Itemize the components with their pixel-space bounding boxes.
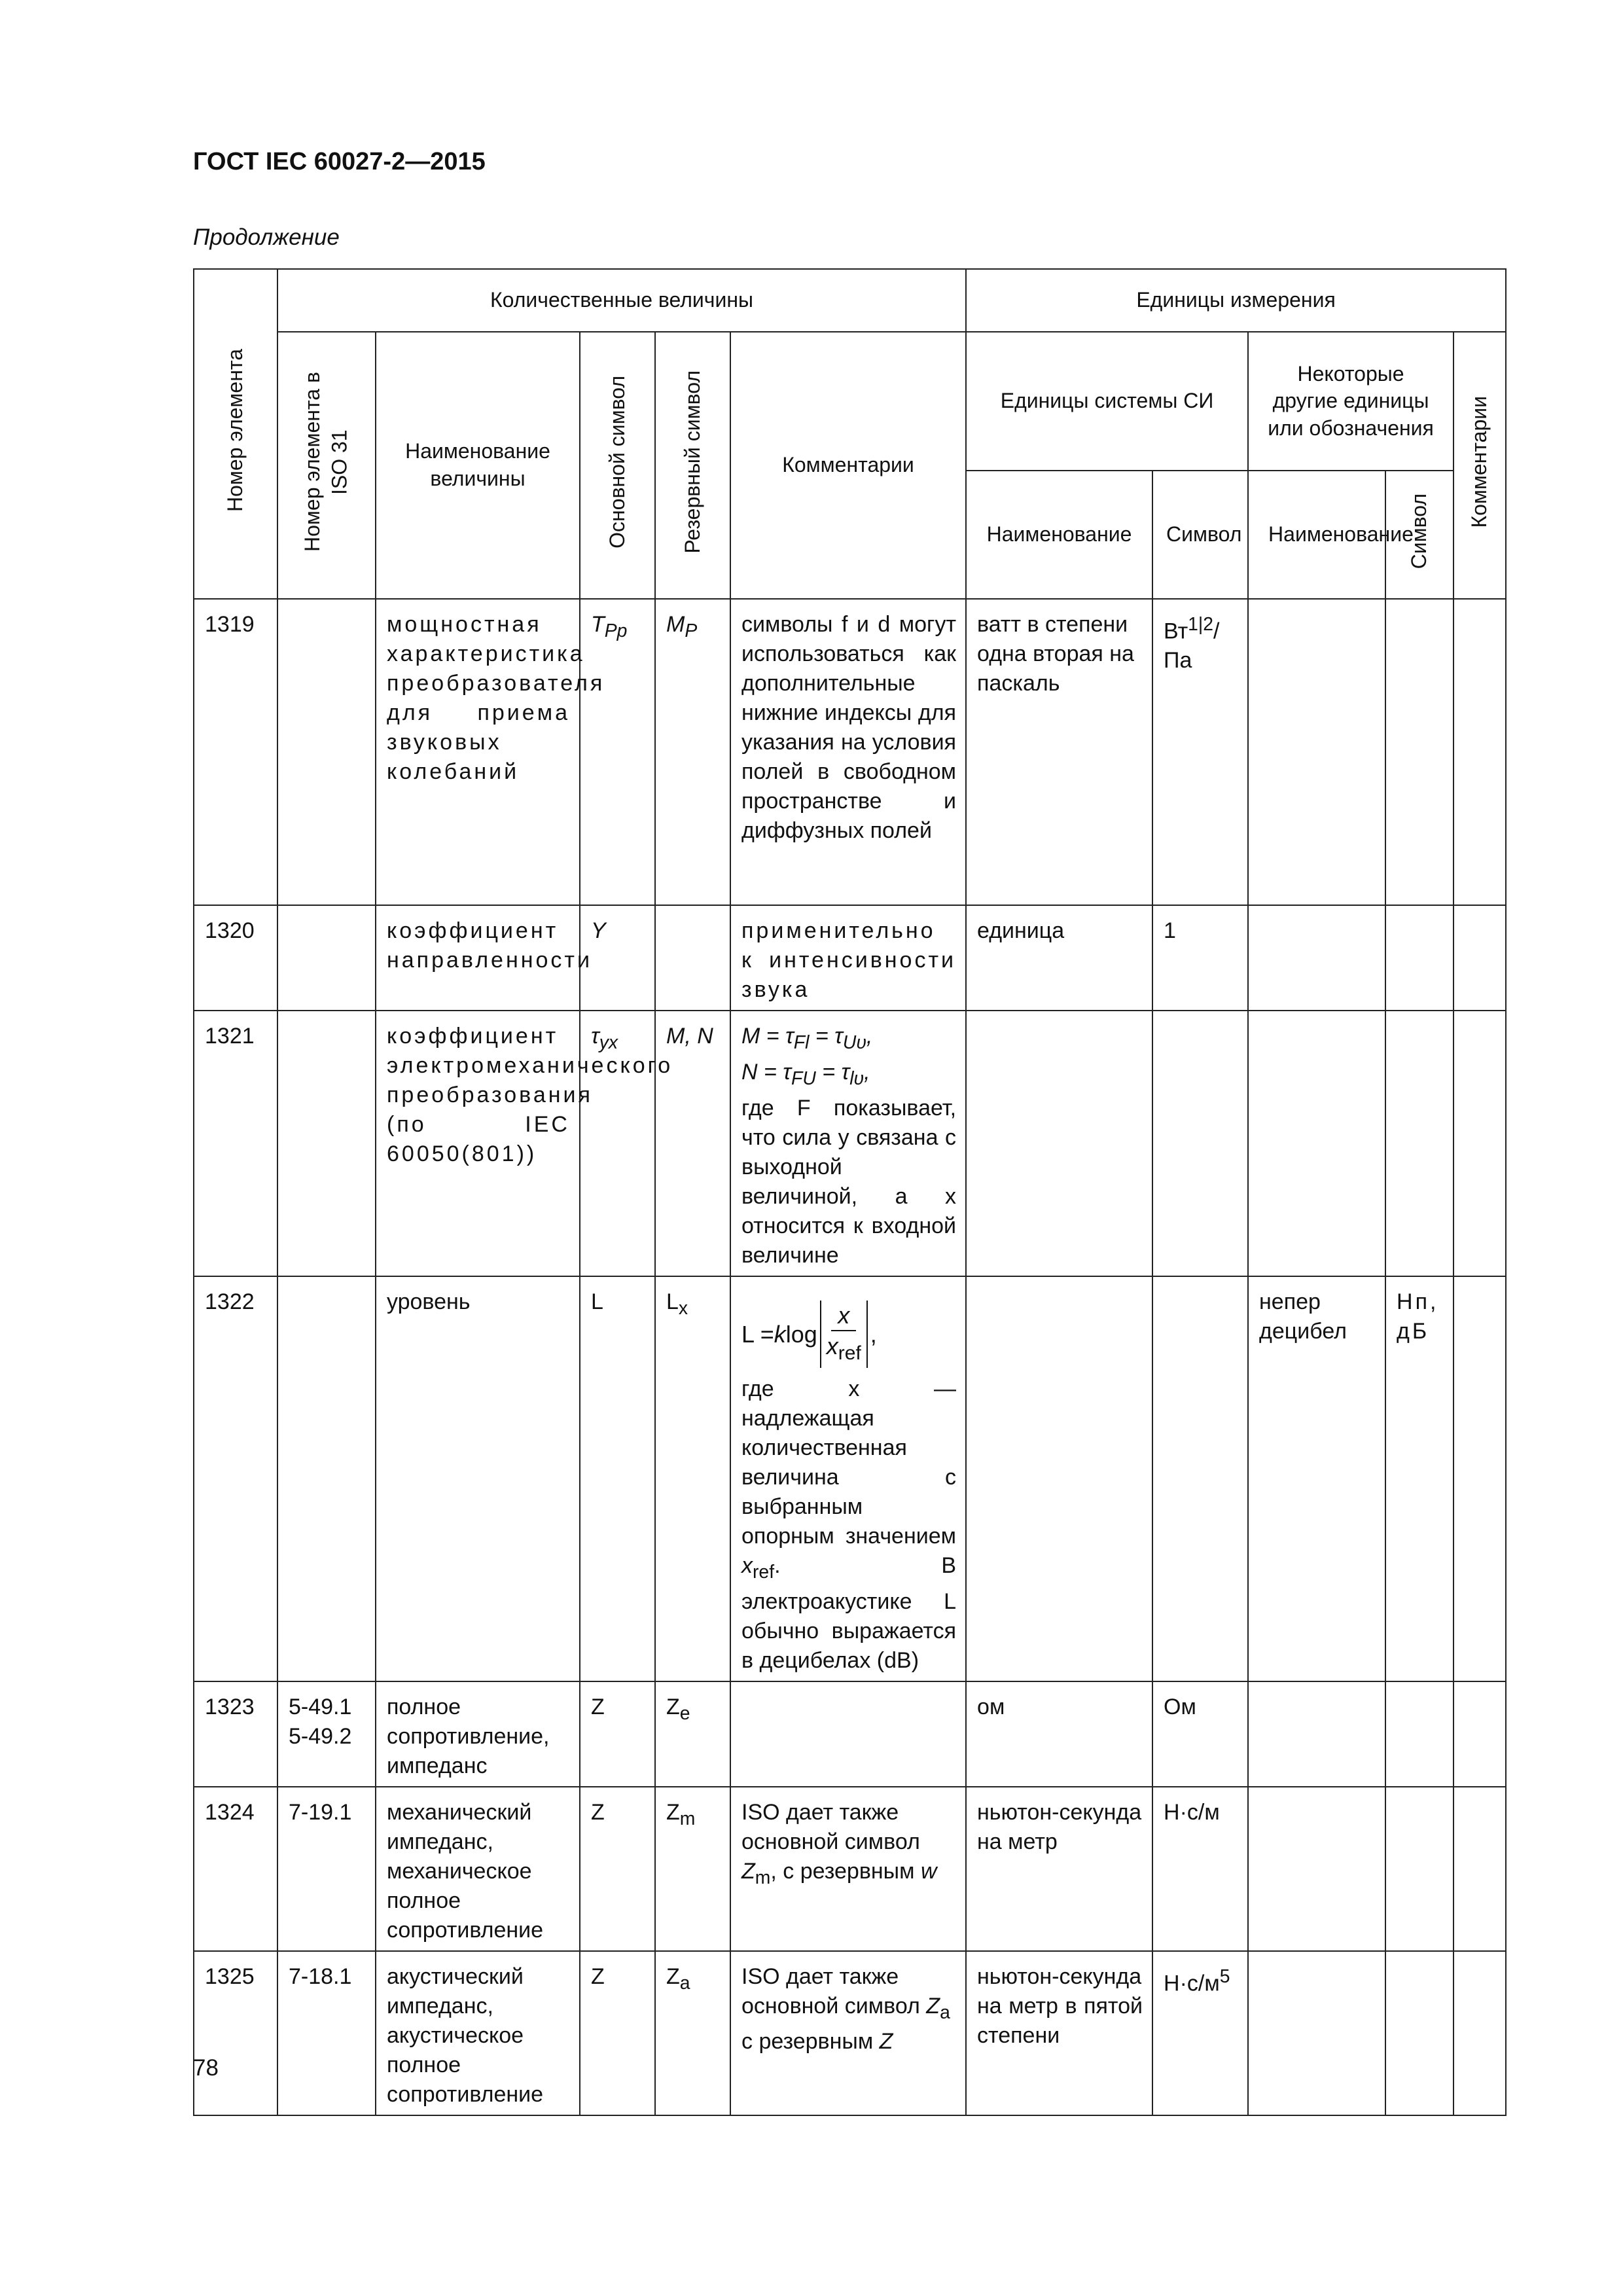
cell-iso: 5-49.1 5-49.2 [277, 1681, 376, 1787]
cell-note [1454, 1787, 1506, 1951]
cell-name: полное сопротивление, импеданс [376, 1681, 580, 1787]
cell-si-symbol: 1 [1152, 905, 1248, 1011]
cell-name: коэффициент направленности [376, 905, 580, 1011]
table-row [194, 1951, 1506, 2115]
cell-main-symbol: Y [580, 905, 655, 1011]
cell-comment: ISO дает также основной символ $Z_a$ с резервным Z [730, 1951, 966, 2115]
header-si-name: Наименование [966, 471, 1152, 599]
cell-other-name [1248, 1787, 1385, 1951]
cell-si-symbol: Н·с/м [1152, 1787, 1248, 1951]
cell-number: 1324 [194, 1787, 277, 1951]
cell-other-symbol: Нп, дБ [1385, 1276, 1454, 1681]
cell-main-symbol: Z [580, 1951, 655, 2115]
cell-si-name [966, 1276, 1152, 1681]
cell-main-symbol: Z [580, 1681, 655, 1787]
header-other-units: Некоторые другие единицы или обозначения [1248, 332, 1454, 471]
cell-note [1454, 1011, 1506, 1276]
cell-si-symbol [1152, 1276, 1248, 1681]
cell-note [1454, 1681, 1506, 1787]
quantities-table [193, 268, 1507, 2116]
cell-iso [277, 905, 376, 1011]
cell-iso [277, 1011, 376, 1276]
header-element-number: Номер элемента [194, 269, 277, 599]
cell-note [1454, 1276, 1506, 1681]
header-quantity-name: Наименование величины [376, 332, 580, 599]
cell-main-symbol: $T_{Pp}$ [580, 599, 655, 905]
cell-si-name: ватт в степени одна вторая на паскаль [966, 599, 1152, 905]
cell-si-name: ом [966, 1681, 1152, 1787]
table-row [194, 1011, 1506, 1276]
cell-name: коэффициент электромеханического преобразования (по IEC 60050(801)) [376, 1011, 580, 1276]
table-row [194, 599, 1506, 905]
cell-si-symbol: $Н\cdot с/м^5$ [1152, 1951, 1248, 2115]
cell-si-name: ньютон-секунда на метр [966, 1787, 1152, 1951]
cell-other-symbol [1385, 1787, 1454, 1951]
cell-si-symbol [1152, 1011, 1248, 1276]
cell-number: 1320 [194, 905, 277, 1011]
cell-other-symbol [1385, 1011, 1454, 1276]
header-reserve-symbol: Резервный символ [655, 332, 730, 599]
cell-reserve-symbol [655, 905, 730, 1011]
cell-reserve-symbol: $Z_m$ [655, 1787, 730, 1951]
cell-other-name [1248, 1011, 1385, 1276]
header-unit-comments: Комментарии [1454, 332, 1506, 599]
cell-comment: ISO дает также основной символ $Z_m$, с резервным w [730, 1787, 966, 1951]
header-comments: Комментарии [730, 332, 966, 599]
header-units-group: Единицы измерения [966, 269, 1506, 332]
cell-iso: 7-19.1 [277, 1787, 376, 1951]
cell-si-name: единица [966, 905, 1152, 1011]
cell-note [1454, 1951, 1506, 2115]
document-title: ГОСТ IEC 60027-2—2015 [193, 148, 486, 175]
cell-main-symbol: L [580, 1276, 655, 1681]
cell-name: механический импеданс, механическое полное сопротивление [376, 1787, 580, 1951]
cell-number: 1325 [194, 1951, 277, 2115]
cell-reserve-symbol: $Z_e$ [655, 1681, 730, 1787]
cell-reserve-symbol: $M_P$ [655, 599, 730, 905]
header-quantities-group: Количественные величины [277, 269, 966, 332]
page-number: 78 [193, 2055, 219, 2081]
cell-note [1454, 905, 1506, 1011]
cell-si-name [966, 1011, 1152, 1276]
cell-iso: 7-18.1 [277, 1951, 376, 2115]
table-row [194, 905, 1506, 1011]
table-row [194, 1681, 1506, 1787]
cell-other-symbol [1385, 1681, 1454, 1787]
cell-reserve-symbol: M, N [655, 1011, 730, 1276]
cell-si-name: ньютон-секунда на метр в пятой степени [966, 1951, 1152, 2115]
cell-iso [277, 599, 376, 905]
cell-other-name [1248, 1951, 1385, 2115]
cell-number: 1321 [194, 1011, 277, 1276]
cell-name: мощностная характеристика преобразователя для приема звуковых колебаний [376, 599, 580, 905]
cell-si-symbol: Ом [1152, 1681, 1248, 1787]
header-si-units: Единицы системы СИ [966, 332, 1248, 471]
cell-other-symbol [1385, 905, 1454, 1011]
header-si-symbol: Символ [1152, 471, 1248, 599]
cell-name: уровень [376, 1276, 580, 1681]
cell-number: 1322 [194, 1276, 277, 1681]
cell-comment [730, 1681, 966, 1787]
cell-main-symbol: Z [580, 1787, 655, 1951]
header-iso-number: Номер элемента в ISO 31 [277, 332, 376, 599]
cell-number: 1323 [194, 1681, 277, 1787]
cell-iso [277, 1276, 376, 1681]
header-other-name: Наименование [1248, 471, 1385, 599]
cell-other-name [1248, 599, 1385, 905]
cell-reserve-symbol: $L_x$ [655, 1276, 730, 1681]
level-formula: L = k log $\frac{x}{x_{ref}}$ , [741, 1300, 956, 1368]
table-row [194, 1787, 1506, 1951]
cell-other-name: непер децибел [1248, 1276, 1385, 1681]
cell-comment: символы f и d могут использоваться как дополнительные нижние индексы для указания на условия полей в свободном пространстве и диффузных полей [730, 599, 966, 905]
header-main-symbol: Основной символ [580, 332, 655, 599]
table-row [194, 1276, 1506, 1681]
cell-number: 1319 [194, 599, 277, 905]
cell-other-symbol [1385, 1951, 1454, 2115]
cell-other-symbol [1385, 599, 1454, 905]
cell-comment: применительно к интенсивности звука [730, 905, 966, 1011]
cell-other-name [1248, 1681, 1385, 1787]
cell-si-symbol: $Вт^{1|2}/$ Па [1152, 599, 1248, 905]
cell-main-symbol: $\tau_{yx}$ [580, 1011, 655, 1276]
cell-comment: L = k log $\frac{x}{x_{ref}}$ , где x — надлежащая количественная величина с выбранным опорным значением $x_{ref}$. В электроакустике L обычно выражается в децибелах (dB) [730, 1276, 966, 1681]
cell-other-name [1248, 905, 1385, 1011]
continuation-label: Продолжение [193, 224, 340, 250]
cell-note [1454, 599, 1506, 905]
cell-reserve-symbol: $Z_a$ [655, 1951, 730, 2115]
header-other-symbol: Символ [1385, 471, 1454, 599]
cell-comment: $M = \tau_{Fl} = \tau_{U\upsilon}$, $N = \tau_{FU} = \tau_{l\upsilon}$, где F показывает, что сила y связана с выходной величиной, а x относится к входной величине [730, 1011, 966, 1276]
cell-name: акустический импеданс, акустическое полное сопротивление [376, 1951, 580, 2115]
